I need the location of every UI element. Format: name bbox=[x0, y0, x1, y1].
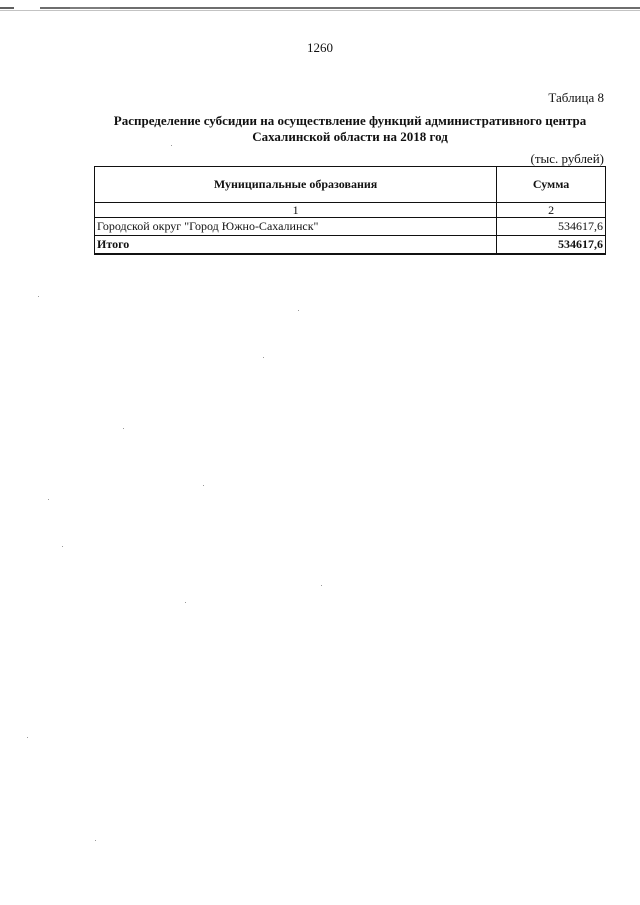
scan-speck bbox=[48, 499, 49, 500]
table-label: Таблица 8 bbox=[548, 90, 604, 105]
total-amount: 534617,6 bbox=[497, 236, 606, 255]
scan-speck bbox=[95, 840, 96, 841]
document-title bbox=[95, 113, 605, 145]
page-number: 1260 bbox=[307, 40, 333, 55]
scan-speck bbox=[38, 296, 39, 297]
scan-speck bbox=[62, 546, 63, 547]
table-header-row bbox=[95, 167, 606, 203]
scan-speck bbox=[171, 145, 172, 146]
column-number-row bbox=[95, 203, 606, 218]
title-line-2: Сахалинской области на 2018 год bbox=[252, 129, 448, 144]
subsidy-table bbox=[94, 166, 606, 255]
scan-speck bbox=[203, 485, 204, 486]
total-label: Итого bbox=[95, 236, 497, 255]
units-label: (тыс. рублей) bbox=[530, 151, 604, 166]
header-amount: Сумма bbox=[497, 167, 606, 203]
scan-edge-line bbox=[0, 7, 640, 9]
scan-edge-line-secondary bbox=[0, 10, 640, 11]
column-number-2: 2 bbox=[497, 203, 606, 218]
column-number-1: 1 bbox=[95, 203, 497, 218]
scan-speck bbox=[27, 737, 28, 738]
header-municipalities: Муниципальные образования bbox=[95, 167, 497, 203]
table-row bbox=[95, 218, 606, 236]
scan-speck bbox=[185, 602, 186, 603]
scan-speck bbox=[123, 428, 124, 429]
municipality-name: Городской округ "Город Южно-Сахалинск" bbox=[95, 218, 497, 236]
scan-speck bbox=[263, 357, 264, 358]
scan-speck bbox=[298, 310, 299, 311]
title-line-1: Распределение субсидии на осуществление функций административного центра bbox=[113, 113, 587, 128]
total-row bbox=[95, 236, 606, 255]
scan-speck bbox=[321, 585, 322, 586]
municipality-amount: 534617,6 bbox=[497, 218, 606, 236]
